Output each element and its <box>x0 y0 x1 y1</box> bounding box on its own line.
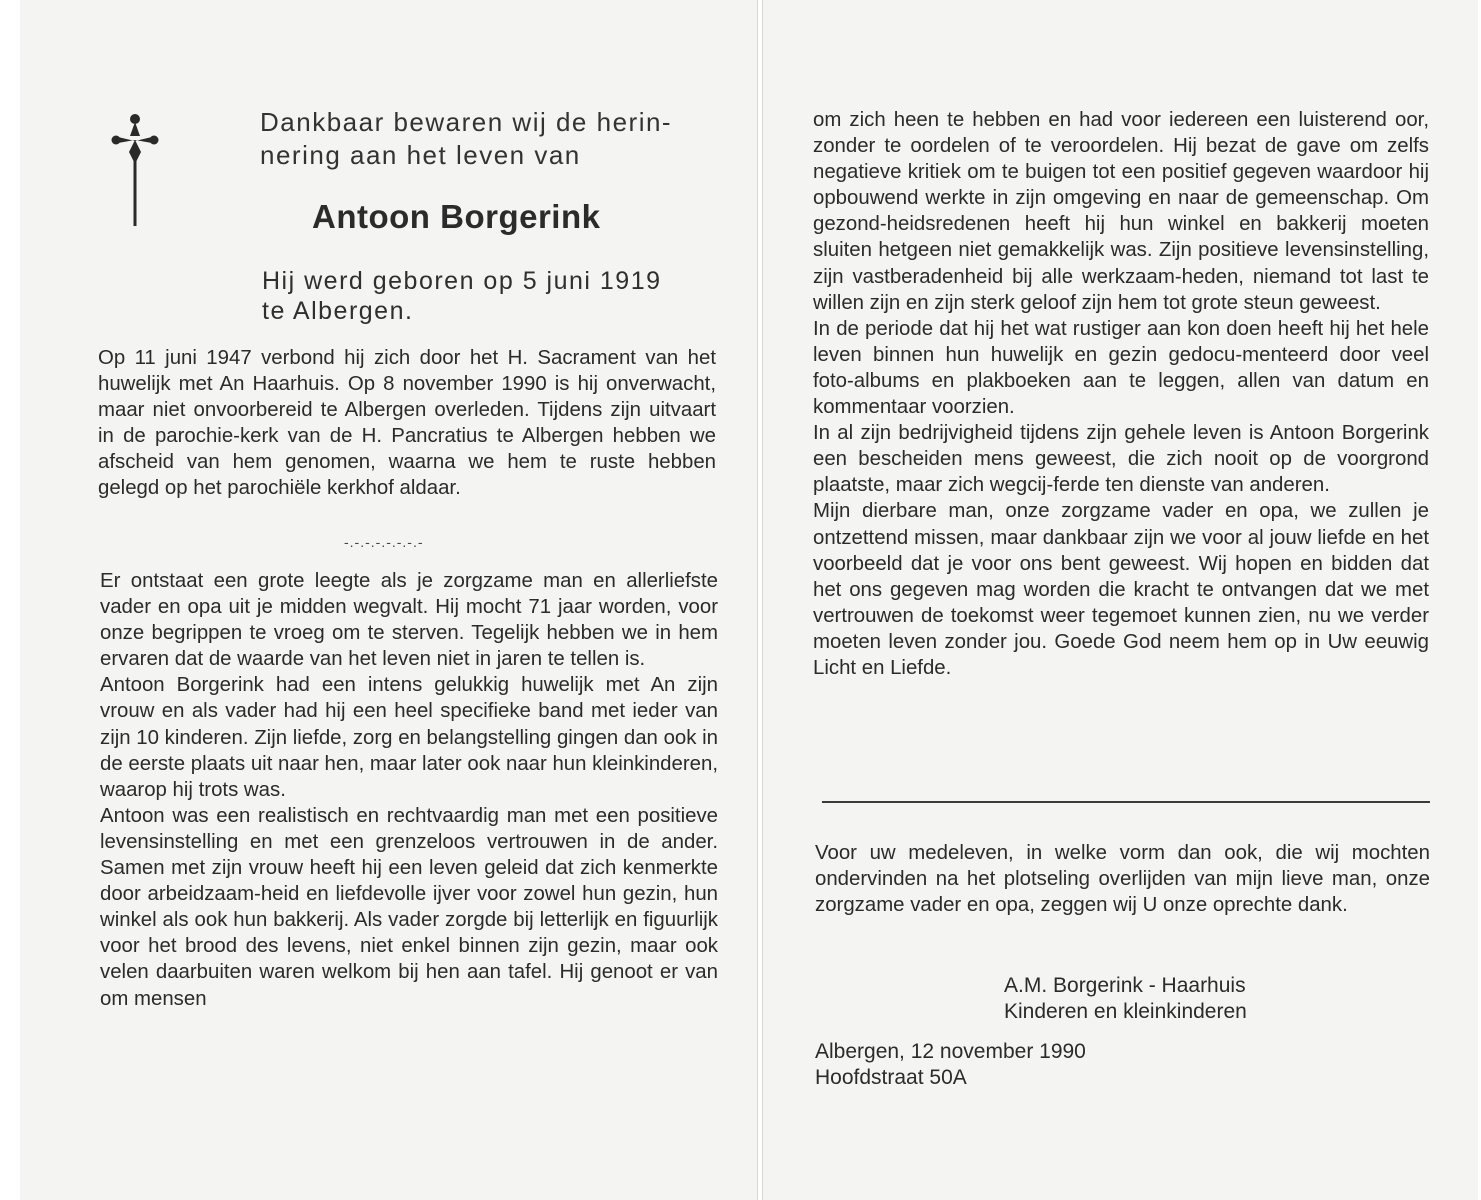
body-paragraph: In al zijn bedrijvigheid tijdens zijn gehele leven is Antoon Borgerink een bescheiden mens geweest, die zich nooit op de voorgrond plaatste, maar zich wegcij-ferde ten dienste van anderen. <box>813 422 1429 497</box>
intro-line-2: nering aan het leven van <box>260 140 581 170</box>
cross-icon <box>110 110 160 228</box>
signature-line-1: A.M. Borgerink - Haarhuis <box>1004 974 1246 997</box>
body-paragraph: om zich heen te hebben en had voor iedereen een luisterend oor, zonder te oordelen of te veroordelen. Hij bezat de gave om zelfs negatieve kritiek om te buigen tot een positief gegeven waardoor hij opbouwend werkte in zijn omgeving en naar de gemeenschap. Om gezond-heidsredenen heeft hij hun winkel en bakkerij moeten sluiten hetgeen niet gemakkelijk was. Zijn positieve levensinstelling, zijn vastberadenheid bij alle werkzaam-heden, niemand tot last te willen zijn en zijn sterk geloof zijn hem tot grote steun geweest. <box>813 109 1429 314</box>
deceased-name: Antoon Borgerink <box>312 198 601 235</box>
intro-line-1: Dankbaar bewaren wij de herin- <box>260 107 673 137</box>
divider-line <box>822 801 1430 803</box>
signature-line-2: Kinderen en kleinkinderen <box>1004 1000 1247 1023</box>
body-paragraph: Mijn dierbare man, onze zorgzame vader en opa, we zullen je ontzettend missen, maar dankbaar zijn we voor al jouw liefde en het voorbeeld dat je voor ons bent geweest. Wij hopen en bidden dat het ons gegeven mag worden die kracht te ontvangen dat we met vertrouwen de toekomst weer tegemoet kunnen zien, nu we verder moeten leven zonder jou. Goede God neem hem op in Uw eeuwig Licht en Liefde. <box>813 500 1429 679</box>
signature-block <box>1004 973 1247 1025</box>
dotted-separator: -.-.-.-.-.-.-.- <box>344 534 424 550</box>
left-body-text <box>100 568 718 1012</box>
birth-info <box>262 266 732 326</box>
body-paragraph: Er ontstaat een grote leegte als je zorgzame man en allerliefste vader en opa uit je midden wegvalt. Hij mocht 71 jaar worden, voor onze begrippen te vroeg om te sterven. Tegelijk hebben we in hem ervaren dat de waarde van het leven niet in jaren te tellen is. <box>100 570 718 671</box>
body-paragraph: Antoon was een realistisch en rechtvaardig man met een positieve levensinstelling en met een grenzeloos vertrouwen in de ander. Samen met zijn vrouw heeft hij een leven geleid dat zich kenmerkte door arbeidzaam-heid en liefdevolle ijver voor zowel hun gezin, hun winkel als ook hun bakkerij. Als vader zorgde bij letterlijk en figuurlijk voor het brood des levens, niet enkel binnen zijn gezin, maar ook velen daarbuiten waren welkom bij hen aan tafel. Hij genoot er van om mensen <box>100 804 718 1010</box>
place-date-address <box>815 1039 1086 1091</box>
right-body-text <box>813 107 1429 681</box>
place-date: Albergen, 12 november 1990 <box>815 1040 1086 1063</box>
body-paragraph: In de periode dat hij het wat rustiger aan kon doen heeft hij het hele leven binnen hun huwelijk en gezin gedocu-menteerd door veel foto-albums en plakboeken aan te leggen, allen van datum en kommentaar voorzien. <box>813 317 1429 419</box>
body-paragraph: Antoon Borgerink had een intens gelukkig huwelijk met An zijn vrouw en als vader had hij een heel specifieke band met ieder van zijn 10 kinderen. Zijn liefde, zorg en belangstelling gingen dan ook in de eerste plaats uit naar hen, maar later ook naar hun kleinkinderen, waarop hij trots was. <box>100 674 718 801</box>
birth-line-1: Hij werd geboren op 5 juni 1919 <box>262 267 662 295</box>
thanks-paragraph: Voor uw medeleven, in welke vorm dan ook, die wij mochten ondervinden na het plotseling overlijden van mijn lieve man, onze zorgzame vader en opa, zeggen wij U onze oprechte dank. <box>815 842 1430 917</box>
birth-line-2: te Albergen. <box>262 297 414 325</box>
address: Hoofdstraat 50A <box>815 1066 967 1089</box>
intro-text <box>260 106 720 172</box>
marriage-paragraph: Op 11 juni 1947 verbond hij zich door het H. Sacrament van het huwelijk met An Haarhuis. Op 8 november 1990 is hij onverwacht, maar niet onvoorbereid te Albergen overleden. Tijdens zijn uitvaart in de parochie-kerk van de H. Pancratius te Albergen hebben we afscheid van hem genomen, waarna we hem te ruste hebben gelegd op het parochiële kerkhof aldaar. <box>98 347 716 500</box>
